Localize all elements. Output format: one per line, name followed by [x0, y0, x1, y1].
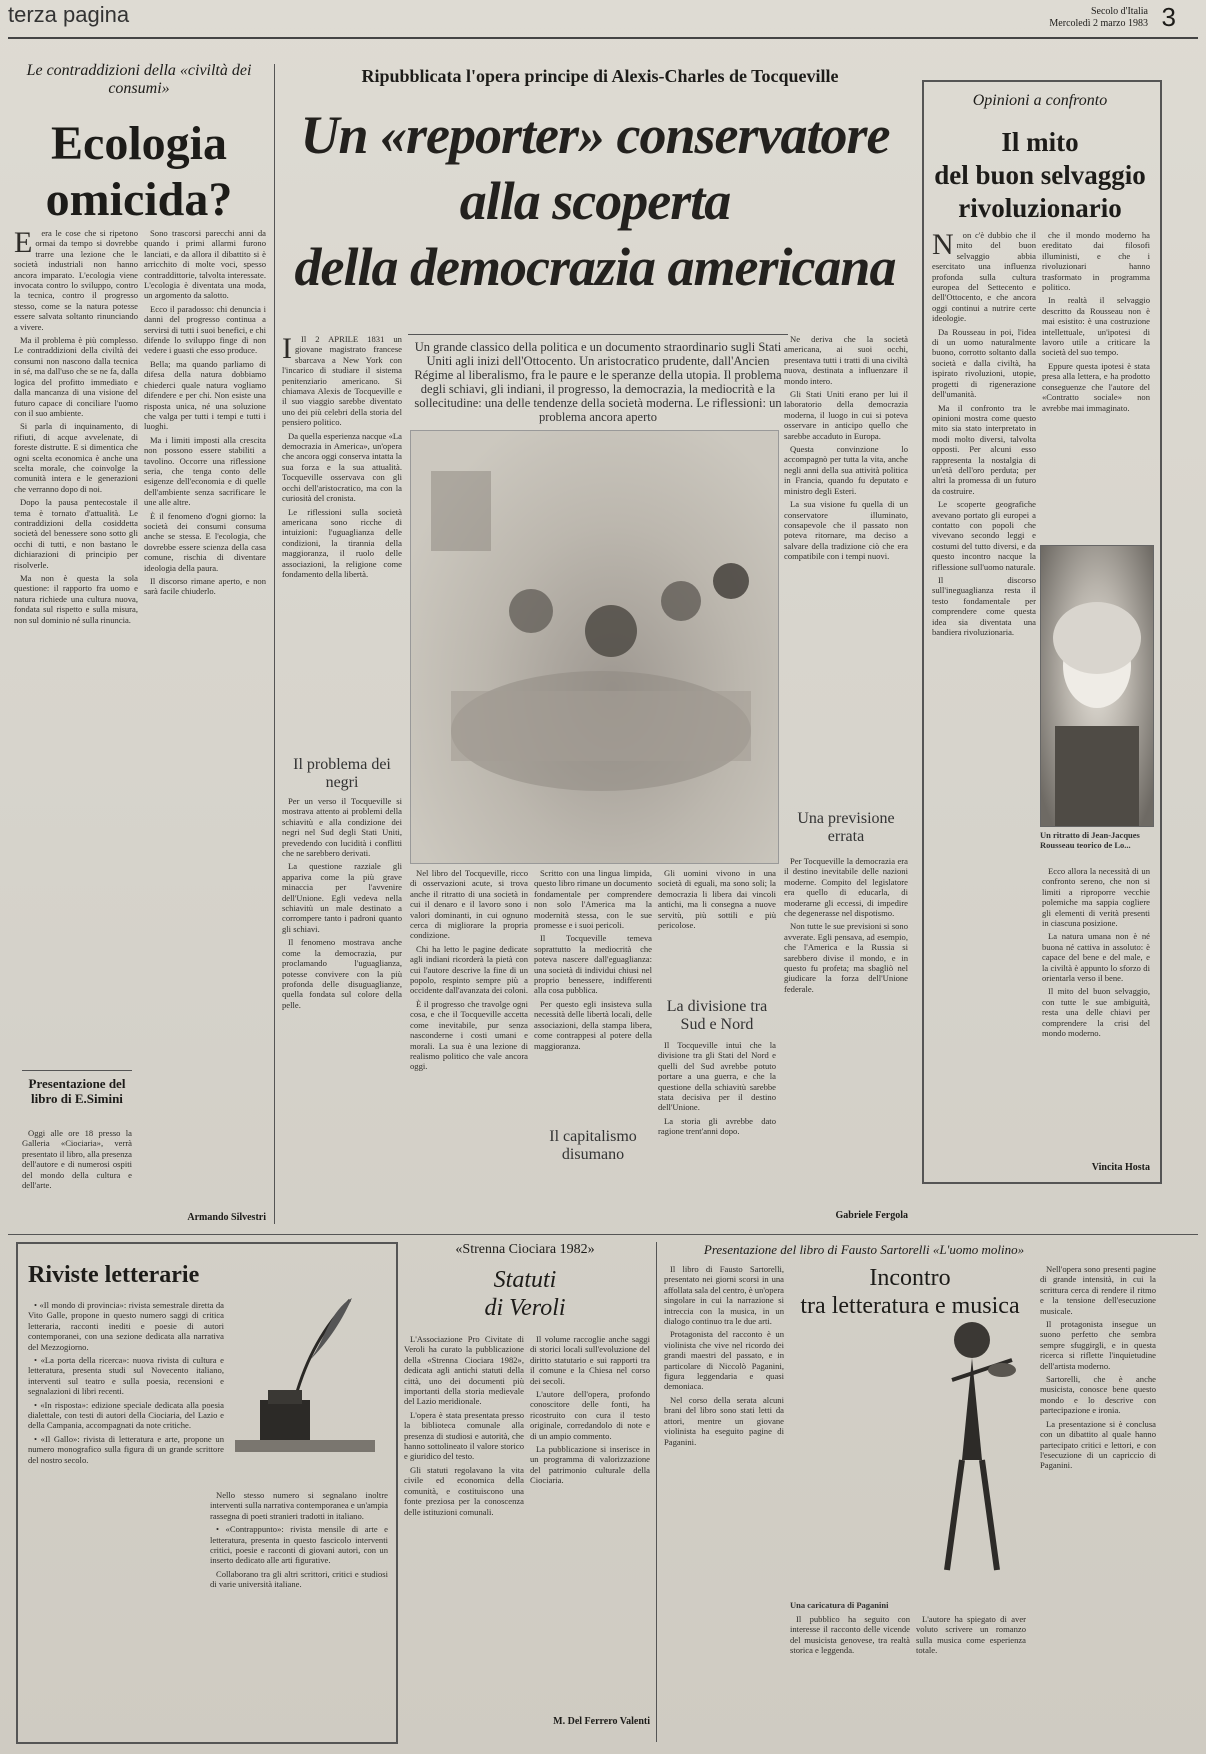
- drop-cap: E: [14, 228, 33, 259]
- main-signature: Gabriele Fergola: [835, 1210, 908, 1221]
- main-title-line2: alla scoperta: [459, 171, 731, 231]
- left-kicker: Le contraddizioni della «civiltà dei consumi»: [26, 62, 252, 97]
- veroli-title-line1: Statuti: [493, 1267, 557, 1293]
- right-column-1: N on c'è dubbio che il mito del buon selvaggio abbia esercitato una influenza profonda sulla cultura europea del Settecento e dell'Ottocento, e che ancora oggi continui a nutrire certe ideologie. Da Rousseau in poi, l'idea di un uomo naturalmente buono, corrotto soltanto dalla società e dalla civiltà, ha ispirato rivoluzioni, utopie, progetti di rigenerazione dell'umanità. Ma il confronto tra le opinioni mostra come questo mito sia stato interpretato in modi molto diversi, talvolta opposti. Per alcuni esso rappresenta la nostalgia di un'età dell'oro perduta; per altri la promessa di un futuro da costruire. Le scoperte geografiche avevano portato gli europei a contatto con popoli che vivevano secondo leggi e costumi del tutto diversi, e da questo incontro nacque la riflessione sull'uomo naturale. Il discorso sull'ineguaglianza resta il testo fondamentale per comprendere come questa idea sia diventata una bandiera rivoluzionaria.: [932, 230, 1036, 638]
- music-title-line2: tra letteratura e musica: [800, 1293, 1020, 1319]
- veroli-title: [400, 1266, 650, 1322]
- main-title: [275, 102, 915, 300]
- section-divider: [8, 1234, 1198, 1235]
- music-column-2: Il pubblico ha seguito con interesse il racconto delle vicende del musicista genovese, tra realtà storica e leggenda.: [790, 1614, 910, 1656]
- section-label: terza pagina: [8, 2, 130, 27]
- music-kicker: Presentazione del libro di Fausto Sartorelli «L'uomo molino»: [703, 1242, 1025, 1257]
- main-column-4: Scritto con una lingua limpida, questo libro rimane un documento fondamentale per comprendere non solo l'America ma la modernità stessa, con le sue promesse e i suoi pericoli. Il Tocqueville temeva soprattutto la mediocrità che poteva nascere dall'eguaglianza: una società di individui chiusi nel proprio benessere, indifferenti alla cosa pubblica. Per questo egli insisteva sulla necessità delle libertà locali, delle associazioni, della stampa libera, come contrappesi al potere della maggioranza.: [534, 868, 652, 1051]
- right-column-2: che il mondo moderno ha ereditato dai filosofi illuministi, e che i rivoluzionari hanno trasformato in programma politico. In realtà il selvaggio descritto da Rousseau non è mai esistito: è una costruzione intellettuale, un'ipotesi di lavoro utile a criticare la società del suo tempo. Eppure questa ipotesi è stata presa alla lettera, e ha prodotto conseguenze che l'autore del «Contratto sociale» non avrebbe mai immaginato.: [1042, 230, 1150, 413]
- inkwell-icon: [230, 1290, 380, 1460]
- veroli-column-2: Il volume raccoglie anche saggi di storici locali sull'evoluzione del diritto statutario e sui rapporti tra il comune e la Chiesa nel corso dei secoli. L'autore dell'opera, profondo conoscitore delle fonti, ha ricostruito con cura il testo originale, corredandolo di note e di un ampio commento. La pubblicazione si inserisce in un programma di valorizzazione del patrimonio culturale della Ciociaria.: [530, 1334, 650, 1486]
- right-kicker: Opinioni a confronto: [972, 92, 1108, 109]
- rousseau-portrait: [1040, 545, 1154, 827]
- left-title-line2: omicida?: [45, 173, 233, 226]
- right-title-line2: del buon selvaggio: [934, 160, 1146, 190]
- quill-and-inkwell-illustration: [230, 1290, 380, 1460]
- main-deck: Un grande classico della politica e un documento straordinario sugli Stati Uniti agli inizi dell'Ottocento. Un aristocratico prudente, dall'Ancien Régime al liberalismo, fra le paure e le speranze della utopia. Il problema degli schiavi, gli indiani, il progresso, la democrazia, la mediocrità e la sollecitudine: una delle tendenze della società moderna. Le riflessioni: un problema ancora aperto: [414, 340, 782, 424]
- main-kicker: Ripubblicata l'opera principe di Alexis-Charles de Tocqueville: [361, 66, 839, 86]
- main-column-3: Nel libro del Tocqueville, ricco di osservazioni acute, si trova anche il ritratto di una società in cui il denaro e il lavoro sono i valori dominanti, in cui ognuno cerca di migliorare la propria condizione. Chi ha letto le pagine dedicate agli indiani ricorderà la pietà con cui l'autore descrive la fine di un popolo, respinto sempre più a occidente dall'avanzata dei coloni. È il progresso che travolge ogni cosa, e che il Tocqueville accetta come inevitabile, pur senza nasconderne i costi umani e morali. La sua è una lezione di realismo politico che vale ancora oggi.: [410, 868, 528, 1072]
- paganini-caption: Una caricatura di Paganini: [790, 1600, 889, 1610]
- right-drop-cap: N: [932, 230, 954, 261]
- music-column-3: L'autore ha spiegato di aver voluto scrivere un romanzo sulla musica come esperienza totale.: [916, 1614, 1026, 1656]
- main-subhead-1: Il problema dei negri: [293, 756, 391, 791]
- music-column-1: Il libro di Fausto Sartorelli, presentato nei giorni scorsi in una affollata sala del centro, è un'opera singolare in cui la narrazione si intreccia con la musica, in un dialogo continuo tra le due arti. Protagonista del racconto è un violinista che vive nel ricordo dei grandi maestri del passato, e in particolare di Niccolò Paganini, figura leggendaria e quasi demoniaca. Nel corso della serata alcuni brani del libro sono stati letti da attori, mentre un giovane violinista ha eseguito pagine di Paganini.: [664, 1264, 784, 1447]
- issue-date: Mercoledì 2 marzo 1983: [1049, 18, 1148, 29]
- left-title-line1: Ecologia: [51, 117, 227, 170]
- right-title: [930, 126, 1150, 225]
- right-signature: Vincita Hosta: [1091, 1162, 1150, 1173]
- right-title-line3: rivoluzionario: [958, 193, 1122, 223]
- violinist-icon: [912, 1300, 1032, 1590]
- paganini-caricature: [912, 1300, 1032, 1590]
- right-column-3: Ecco allora la necessità di un confronto sereno, che non si limiti a riproporre vecchie polemiche ma sappia cogliere gli elementi di verità presenti in ciascuna posizione. La natura umana non è né buona né cattiva in assoluto: è capace del bene e del male, e la civiltà è appunto lo sforzo di orientarla verso il bene. Il mito del buon selvaggio, con tutte le sue ambiguità, resta una delle chiavi per comprendere la crisi del mondo moderno.: [1042, 866, 1150, 1039]
- main-subhead-2: Una previsione errata: [797, 810, 895, 845]
- left-title: [14, 116, 264, 228]
- page-number: 3: [1161, 2, 1176, 32]
- music-title-line1: Incontro: [869, 1265, 951, 1291]
- portrait-image: [1041, 546, 1153, 826]
- deck-rule-top: [408, 334, 788, 335]
- tavern-scene-image: [411, 431, 778, 863]
- veroli-signature: M. Del Ferrero Valenti: [553, 1716, 650, 1727]
- music-column-4: Nell'opera sono presenti pagine di grande intensità, in cui la scrittura cerca di rendere il ritmo e la tensione dell'esecuzione musicale. Il protagonista insegue un suono perfetto che sembra sempre sfuggirgli, e in questa ricerca si riflette l'inquietudine dell'artista moderno. Sartorelli, che è anche musicista, conosce bene questo mondo e lo descrive con partecipazione e ironia. La presentazione si è conclusa con un dibattito al quale hanno partecipato critici e lettori, e con l'esecuzione di un capriccio di Paganini.: [1040, 1264, 1156, 1471]
- left-box-title: Presentazione del libro di E.Simini: [28, 1076, 126, 1106]
- main-subhead-3: La divisione tra Sud e Nord: [666, 998, 768, 1033]
- main-column-6: Ne deriva che la società americana, ai suoi occhi, presentava tutti i tratti di una civiltà nuova, destinata a influenzare il mondo intero. Gli Stati Uniti erano per lui il laboratorio della democrazia moderna, il luogo in cui si poteva osservare in anticipo quello che sarebbe accaduto in Europa. Questa convinzione lo accompagnò per tutta la vita, anche negli anni della sua attività politica in Francia, quando fu deputato e ministro degli Esteri. La sua visione fu quella di un conservatore illuminato, consapevole che il passato non poteva ritornare, ma deciso a salvare della tradizione ciò che era compatibile con i tempi nuovi.: [784, 334, 908, 562]
- veroli-kicker: «Strenna Ciociara 1982»: [455, 1242, 595, 1257]
- right-title-line1: Il mito: [1001, 127, 1079, 157]
- main-column-1b: Per un verso il Tocqueville si mostrava attento ai problemi della schiavitù e alla condizione dei negri nel Sud degli Stati Uniti, prevedendo con lucidità i conflitti che ne sarebbero derivati. La questione razziale gli appariva come la più grave minaccia per l'avvenire dell'Unione. Egli vedeva nella schiavitù un male destinato a corrompere tanto i padroni quanto gli schiavi. Il fenomeno mostrava anche come la democrazia, pur proclamando l'uguaglianza, potesse convivere con la più profonda delle disuguaglianze, quella fondata sul colore della pelle.: [282, 796, 402, 1010]
- main-title-line1: Un «reporter» conservatore: [300, 105, 890, 165]
- masthead-info: [1049, 6, 1148, 30]
- paper-name: Secolo d'Italia: [1090, 6, 1148, 17]
- main-subhead-4: Il capitalismo disumano: [549, 1128, 637, 1163]
- riviste-text-right: Nello stesso numero si segnalano inoltre interventi sulla narrativa contemporanea e un'ampia rassegna di poeti stranieri tradotti in italiano. • «Contrappunto»: rivista mensile di arte e letteratura, presenta in questo fascicolo interventi critici, poesie e racconti di giovani autori, con un inserto dedicato alle arti figurative. Collaborano tra gli altri scrittori, critici e studiosi di varie università italiane.: [210, 1490, 388, 1590]
- main-column-1: I Il 2 APRILE 1831 un giovane magistrato francese sbarcava a New York con l'incarico di studiare il sistema penitenziario americano. Si chiamava Alexis de Tocqueville e il suo viaggio sarebbe diventato uno dei più celebri della storia del pensiero politico. Da quella esperienza nacque «La democrazia in America», un'opera che ancora oggi conserva intatta la sua forza e la sua attualità. Tocqueville osservava con gli occhi dell'aristocratico, ma con la curiosità del cronista. Le riflessioni sulla società americana sono ricche di intuizioni: l'uguaglianza delle condizioni, la tirannia della maggioranza, il ruolo delle associazioni, la religione come fondamento della libertà.: [282, 334, 402, 579]
- left-box-signature: Armando Silvestri: [187, 1212, 266, 1223]
- bottom-divider: [656, 1242, 657, 1742]
- tavern-illustration: [410, 430, 779, 864]
- main-column-5b: Il Tocqueville intuì che la divisione tra gli Stati del Nord e quelli del Sud avrebbe potuto portare a una guerra, e che la questione della schiavitù sarebbe stata decisiva per il destino dell'Unione. La storia gli avrebbe dato ragione trent'anni dopo.: [658, 1040, 776, 1137]
- main-dateline: Il 2 APRILE 1831: [301, 334, 385, 344]
- riviste-text-left: • «Il mondo di provincia»: rivista semestrale diretta da Vito Galle, propone in questo numero saggi di critica letteraria, racconti inediti e poesie di autori contemporanei, con una sezione dedicata alla narrativa del Mezzogiorno. • «La porta della ricerca»: nuova rivista di cultura e letteratura, presenta studi sul Novecento italiano, interventi sul teatro e sulla poesia, recensioni e segnalazioni di libri recenti. • «In risposta»: edizione speciale dedicata alla poesia dialettale, con testi di autori della Ciociaria, del Lazio e della Campania, accompagnati da note critiche. • «Il Gallo»: rivista di letteratura e arte, propone un numero monografico sulla figura di un grande scrittore del nostro secolo.: [28, 1300, 224, 1465]
- header-rule: [8, 37, 1198, 39]
- left-article-column-1: E era le cose che si ripetono ormai da tempo si dovrebbe trarre una lezione che le società industriali non hanno ancora imparato. L'ecologia viene invocata contro lo sviluppo, contro la tecnica, contro il progresso stesso, come se la natura potesse essere salvata soltanto rinunciando a vivere. Ma il problema è più complesso. Le contraddizioni della civiltà dei consumi non nascono dalla tecnica in sé, ma dall'uso che se ne fa, dalla logica del profitto immediato e dalla mancanza di una visione del futuro capace di conciliare l'uomo con il suo ambiente. Si parla di inquinamento, di rifiuti, di acque avvelenate, di foreste distrutte. E si dimentica che ogni scelta economica è anche una scelta morale, che coinvolge la comunità intera e le generazioni che verranno dopo di noi. Dopo la pausa pentecostale il tema è tornato d'attualità. Le contraddizioni della cosiddetta società del benessere sono sotto gli occhi di tutti, e non bastano le dichiarazioni di principio per risolverle. Ma non è questa la sola questione: il rapporto fra uomo e natura richiede una cultura nuova, fondata sul rispetto e sulla misura, non sul dominio né sulla rinuncia.: [14, 228, 138, 625]
- riviste-title: Riviste letterarie: [28, 1262, 200, 1288]
- left-box-text: Oggi alle ore 18 presso la Galleria «Ciociaria», verrà presentato il libro, alla presenza dell'autore e di numerosi ospiti del mondo della cultura e dell'arte.: [22, 1128, 132, 1191]
- veroli-column-1: L'Associazione Pro Civitate di Veroli ha curato la pubblicazione della «Strenna Ciociara 1982», dedicata agli antichi statuti della città, uno dei documenti più importanti della storia medievale del Lazio meridionale. L'opera è stata presentata presso la biblioteca comunale alla presenza di studiosi e autorità, che hanno sottolineato il valore storico e giuridico del testo. Gli statuti regolavano la vita civile ed economica della comunità, e costituiscono una fonte preziosa per la conoscenza delle istituzioni comunali.: [404, 1334, 524, 1517]
- veroli-title-line2: di Veroli: [484, 1295, 566, 1321]
- main-drop-cap: I: [282, 334, 292, 365]
- left-article-column-2: Sono trascorsi parecchi anni da quando i primi allarmi furono lanciati, e da allora il dibattito si è arricchito di molte voci, spesso contraddittorie, talvolta interessate. L'ecologia è diventata una moda, un argomento da salotto. Ecco il paradosso: chi denuncia i danni del progresso continua a servirsi di tutti i suoi benefici, e chi difende lo sviluppo finge di non vedere i guasti che esso produce. Bella; ma quando parliamo di difesa della natura dobbiamo chiederci quale natura vogliamo difendere e per chi. Non esiste una risposta unica, né una soluzione che valga per tutti i tempi e tutti i luoghi. Ma i limiti imposti alla crescita non possono essere stabiliti a tavolino. Occorre una riflessione seria, che tenga conto delle esigenze dell'economia e di quelle dell'ambiente senza sacrificare le une alle altre. È il fenomeno d'ogni giorno: la società dei consumi consuma anche se stessa. E l'ecologia, che dovrebbe essere scienza della casa comune, rischia di diventare ideologia della paura. Il discorso rimane aperto, e non sarà facile chiuderlo.: [144, 228, 266, 597]
- box-rule: [22, 1070, 132, 1071]
- main-title-line3: della democrazia americana: [294, 237, 896, 297]
- main-column-6b: Per Tocqueville la democrazia era il destino inevitabile delle nazioni moderne. Compito del legislatore era quello di educarla, di moderarne gli eccessi, di impedire che degenerasse nel dispotismo. Non tutte le sue previsioni si sono avverate. Egli pensava, ad esempio, che l'America e la Russia si sarebbero divise il mondo, e in questo fu profeta; ma sbagliò nel giudicare la forza dell'Unione federale.: [784, 856, 908, 994]
- portrait-caption: Un ritratto di Jean-Jacques Rousseau teorico de Lo...: [1040, 830, 1140, 850]
- main-column-5a: Gli uomini vivono in una società di eguali, ma sono soli; la democrazia li libera dai vincoli antichi, ma li consegna a nuove servitù, più sottili e più pericolose.: [658, 868, 776, 931]
